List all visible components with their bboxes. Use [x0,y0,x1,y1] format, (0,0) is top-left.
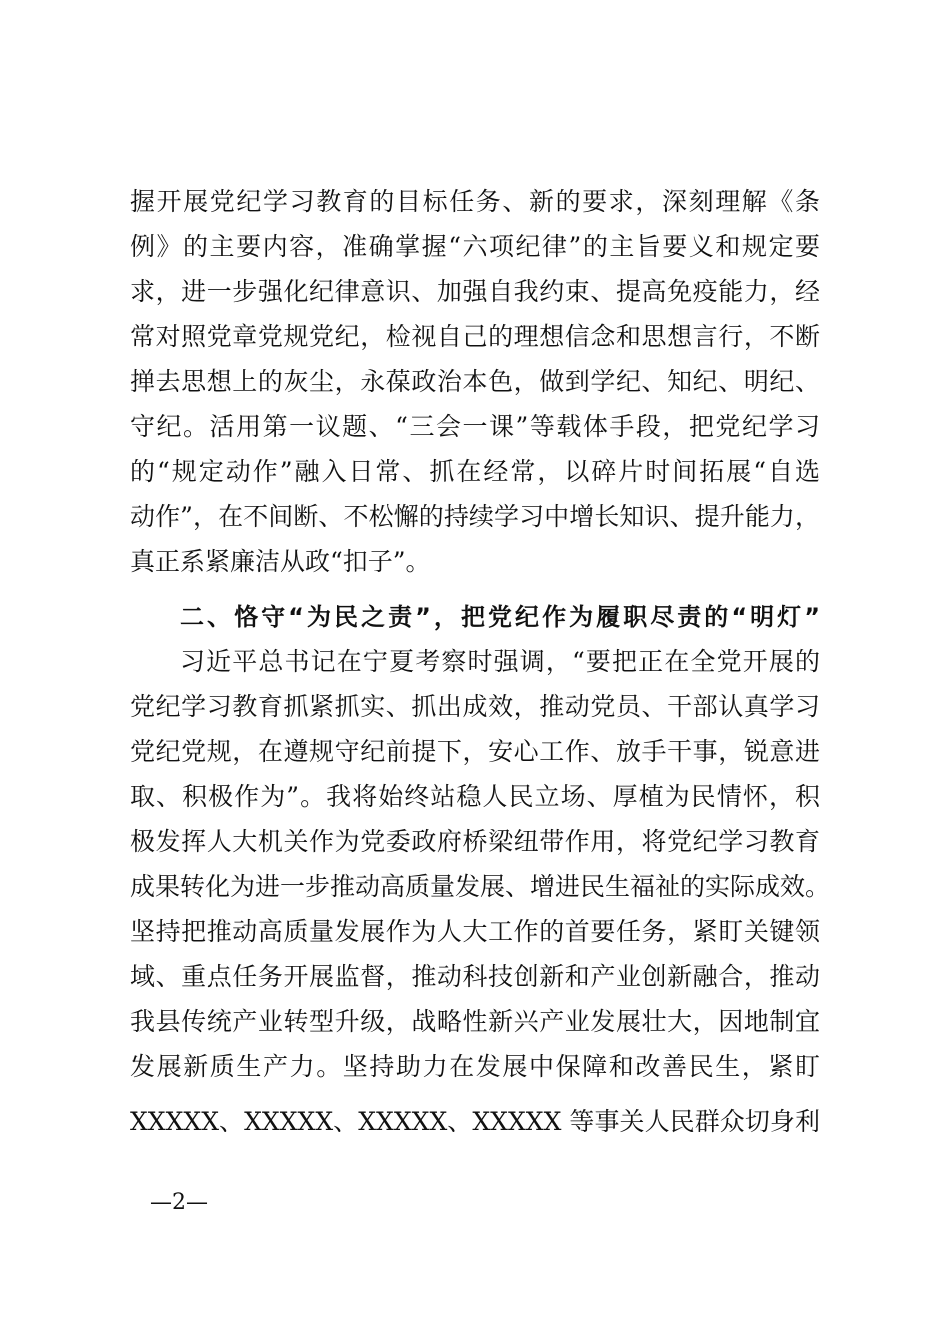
body-text-line: 域、重点任务开展监督，推动科技创新和产业创新融合，推动 [130,962,820,991]
body-text-line: 党纪学习教育抓紧抓实、抓出成效，推动党员、干部认真学习 [130,692,820,721]
body-text-line: 极发挥人大机关作为党委政府桥梁纽带作用，将党纪学习教育 [130,827,820,856]
body-text-line: XXXXX、XXXXX、XXXXX、XXXXX 等事关人民群众切身利 [130,1107,820,1136]
body-text-line: 动作”，在不间断、不松懈的持续学习中增长知识、提升能力， [130,502,820,531]
section-heading: 二、恪守“为民之责”，把党纪作为履职尽责的“明灯” [180,603,820,631]
body-text-line: 求，进一步强化纪律意识、加强自我约束、提高免疫能力，经 [130,277,820,306]
body-text-line: 发展新质生产力。坚持助力在发展中保障和改善民生，紧盯 [130,1052,820,1081]
body-text-line: 取、积极作为”。我将始终站稳人民立场、厚植为民情怀，积 [130,782,820,811]
body-text-line: 党纪党规，在遵规守纪前提下，安心工作、放手干事，锐意进 [130,737,820,766]
page-number: —2— [150,1190,208,1215]
body-text-line: 守纪。活用第一议题、“三会一课”等载体手段，把党纪学习 [130,412,820,441]
body-text-line: 常对照党章党规党纪，检视自己的理想信念和思想言行，不断 [130,322,820,351]
body-text-line: 握开展党纪学习教育的目标任务、新的要求，深刻理解《条 [130,187,820,216]
body-text-line: 的“规定动作”融入日常、抓在经常，以碎片时间拓展“自选 [130,457,820,486]
body-text-line: 我县传统产业转型升级，战略性新兴产业发展壮大，因地制宜 [130,1007,820,1036]
body-text-line: 真正系紧廉洁从政“扣子”。 [130,547,431,576]
body-text-line: 例》的主要内容，准确掌握“六项纪律”的主旨要义和规定要 [130,232,820,261]
body-text-line: 掸去思想上的灰尘，永葆政治本色，做到学纪、知纪、明纪、 [130,367,820,396]
body-text-line: 习近平总书记在宁夏考察时强调，“要把正在全党开展的 [180,647,820,676]
body-text-line: 成果转化为进一步推动高质量发展、增进民生福祉的实际成效。 [130,872,831,901]
body-text-line: 坚持把推动高质量发展作为人大工作的首要任务，紧盯关键领 [130,917,820,946]
